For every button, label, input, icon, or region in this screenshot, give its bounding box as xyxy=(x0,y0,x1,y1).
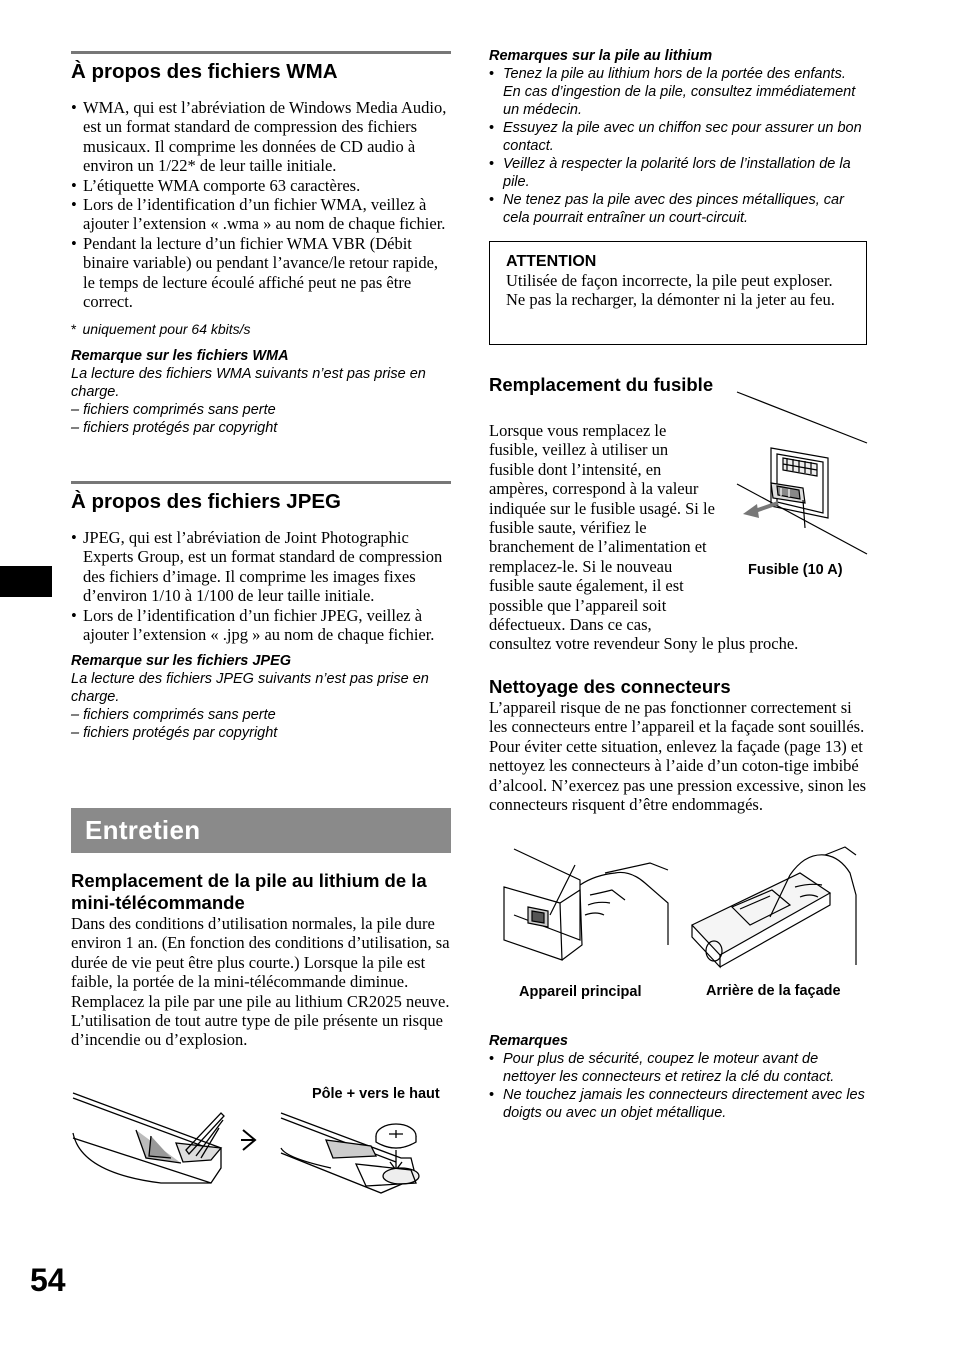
list-item: • Ne touchez jamais les connecteurs directement avec les doigts ou avec un objet métallique. xyxy=(489,1086,867,1122)
connectors-text: L’appareil risque de ne pas fonctionner correctement si les connecteurs entre l’appareil et la façade sont souillés. Pour éviter cette situation, enlevez la façade (page 13) et nettoyez les connecteurs à l’aide d’un coton-tige imbibé d’alcool. N’exercez pas une pression excessive, sinon les connecteurs risquent d’être endommagés. xyxy=(489,698,867,815)
jpeg-bullets xyxy=(71,528,451,644)
battery-section xyxy=(71,870,451,1050)
list-item: • Tenez la pile au lithium hors de la portée des enfants. En cas d’ingestion de la pile, consultez immédiatement un médecin. xyxy=(489,65,867,119)
label-front-back: Arrière de la façade xyxy=(706,983,841,999)
footnote-text: uniquement pour 64 kbits/s xyxy=(82,321,251,338)
note-line: – fichiers comprimés sans perte xyxy=(71,707,276,724)
attention-box xyxy=(489,241,867,345)
list-item: • Essuyez la pile avec un chiffon sec pour assurer un bon contact. xyxy=(489,119,867,155)
list-item: • Veillez à respecter la polarité lors de l’installation de la pile. xyxy=(489,155,867,191)
fuse-text: Lorsque vous remplacez le fusible, veillez à utiliser un fusible dont l’intensité, en ampères, correspond à la valeur indiquée sur le fusible usagé. Si le fusible saute, vérifiez le branchement de l’alimentation et remplacez-le. Si le nouveau fusible saute également, il est possible que l’appareil soit défectueux. Dans ce cas, consultez votre revendeur Sony le plus proche. xyxy=(489,421,799,654)
wma-bullets xyxy=(71,98,451,311)
wma-footnote xyxy=(71,320,451,338)
fuse-heading: Remplacement du fusible xyxy=(489,374,714,395)
attention-title: ATTENTION xyxy=(506,253,597,270)
fuse-label: Fusible (10 A) xyxy=(748,562,843,578)
list-item: • L’étiquette WMA comporte 63 caractères. xyxy=(71,176,451,195)
list-item: • JPEG, qui est l’abréviation de Joint Photographic Experts Group, est un format standard de compression des fichiers d’image. Il comprime les images fixes d’environ 1/10 à 1/100 de leur taille initiale. xyxy=(71,528,451,606)
list-item: • WMA, qui est l’abréviation de Windows Media Audio, est un format standard de compression des fichiers musicaux. Il comprime les données de CD audio à environ un 1/22* de leur taille initiale. xyxy=(71,98,451,176)
wma-note xyxy=(71,347,451,437)
lithium-notes xyxy=(489,47,867,227)
connector-illustration xyxy=(500,845,870,975)
footnote-mark: * xyxy=(71,321,77,338)
jpeg-note-title: Remarque sur les fichiers JPEG xyxy=(71,653,292,670)
page-number: 54 xyxy=(30,1262,66,1298)
fuse-section xyxy=(489,374,729,396)
jpeg-section xyxy=(71,481,451,742)
jpeg-heading: À propos des fichiers JPEG xyxy=(71,481,451,514)
list-item: • Pendant la lecture d’un fichier WMA VBR (Débit binaire variable) ou pendant l’avance/le retour rapide, le temps de lecture écoulé affiché peut ne pas être correct. xyxy=(71,234,451,312)
list-item: • Pour plus de sécurité, coupez le moteur avant de nettoyer les connecteurs et retirez la clé du contact. xyxy=(489,1050,867,1086)
battery-label: Pôle + vers le haut xyxy=(312,1086,440,1102)
list-item: • Lors de l’identification d’un fichier WMA, veillez à ajouter l’extension « .wma » au nom de chaque fichier. xyxy=(71,195,451,234)
note-line: – fichiers protégés par copyright xyxy=(71,420,278,437)
attention-text: Utilisée de façon incorrecte, la pile peut exploser. Ne pas la recharger, la démonter ni la jeter au feu. xyxy=(506,271,835,310)
lithium-note-list xyxy=(489,65,867,227)
battery-heading: Remplacement de la pile au lithium de la mini-télécommande xyxy=(71,870,427,913)
remarks-list xyxy=(489,1050,867,1122)
note-line: – fichiers comprimés sans perte xyxy=(71,402,276,419)
wma-note-title: Remarque sur les fichiers WMA xyxy=(71,348,289,365)
remarks-title: Remarques xyxy=(489,1033,568,1049)
label-main-unit: Appareil principal xyxy=(519,984,642,1000)
note-line: La lecture des fichiers WMA suivants n’est pas prise en charge. xyxy=(71,366,426,401)
fuse-illustration xyxy=(733,388,869,558)
note-line: – fichiers protégés par copyright xyxy=(71,725,278,742)
list-item: • Lors de l’identification d’un fichier JPEG, veillez à ajouter l’extension « .jpg » au nom de chaque fichier. xyxy=(71,606,451,645)
wma-section xyxy=(71,51,451,437)
entretien-banner: Entretien xyxy=(71,808,451,853)
section-tab-marker xyxy=(0,566,52,597)
battery-illustration xyxy=(71,1088,451,1198)
connectors-section xyxy=(489,676,867,814)
wma-heading: À propos des fichiers WMA xyxy=(71,51,451,84)
connectors-heading: Nettoyage des connecteurs xyxy=(489,676,731,697)
battery-text: Dans des conditions d’utilisation normales, la pile dure environ 1 an. (En fonction des conditions d’utilisation, sa durée de vie peut être plus courte.) Lorsque la pile est faible, la portée de la mini-télécommande diminue. Remplacez la pile par une pile au lithium CR2025 neuve. L’utilisation de tout autre type de pile présente un risque d’incendie ou d’explosion. xyxy=(71,914,450,1050)
list-item: • Ne tenez pas la pile avec des pinces métalliques, car cela pourrait entraîner un court-circuit. xyxy=(489,191,867,227)
jpeg-note xyxy=(71,652,451,742)
remarks xyxy=(489,1032,867,1122)
lithium-note-title: Remarques sur la pile au lithium xyxy=(489,48,713,64)
note-line: La lecture des fichiers JPEG suivants n’est pas prise en charge. xyxy=(71,671,429,706)
